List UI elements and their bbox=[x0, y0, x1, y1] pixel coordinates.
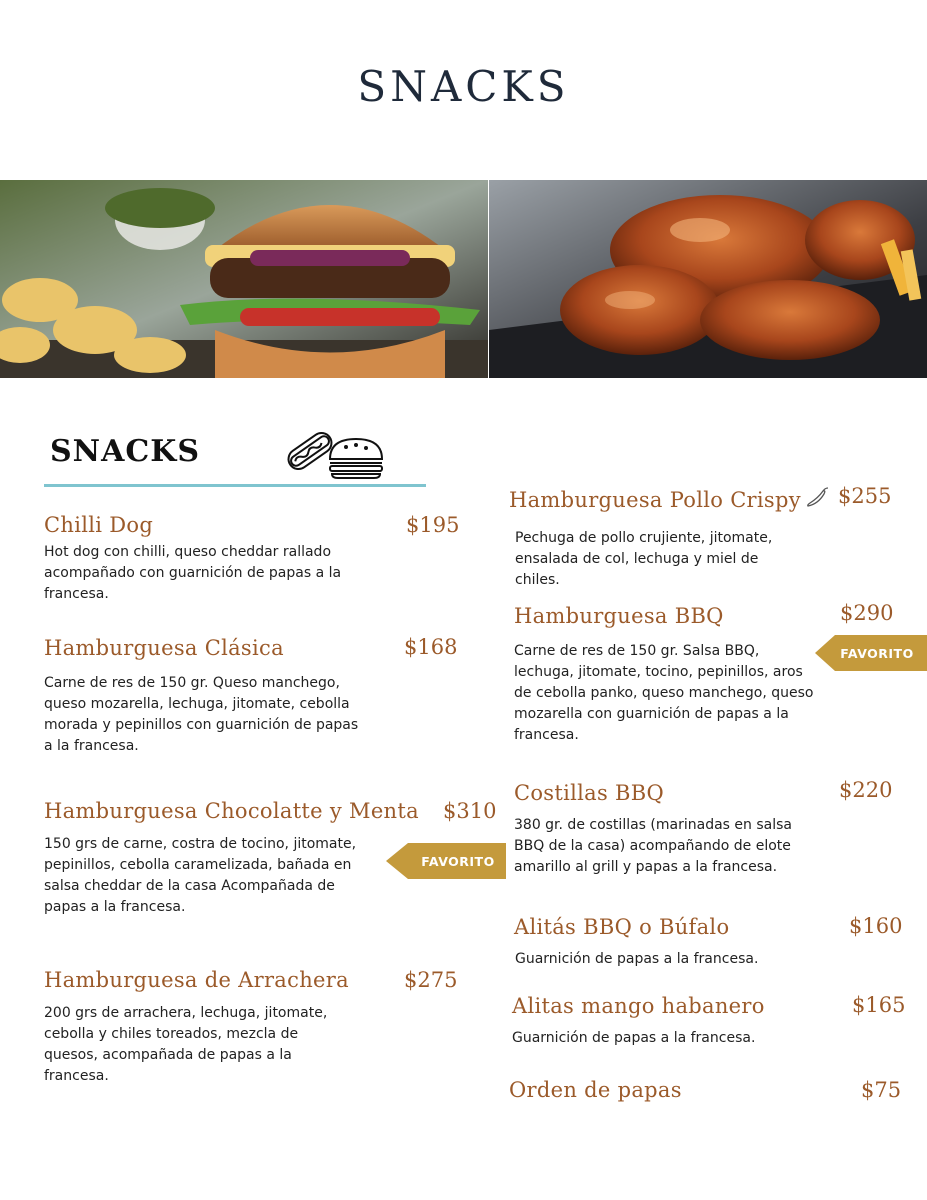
hot-dog-icon bbox=[285, 429, 336, 473]
item-price: $195 bbox=[406, 513, 460, 537]
item-price: $160 bbox=[849, 914, 903, 938]
item-description: Hot dog con chilli, queso cheddar rallado acompañado con guarnición de papas a la francesa. bbox=[44, 544, 342, 602]
favorito-badge bbox=[815, 635, 927, 671]
item-name: Costillas BBQ bbox=[514, 781, 665, 805]
item-price: $310 bbox=[443, 799, 497, 823]
item-description: Pechuga de pollo crujiente, jitomate, ensalada de col, lechuga y miel de chiles. bbox=[515, 530, 773, 588]
item-name: Alitás BBQ o Búfalo bbox=[514, 915, 730, 939]
item-description: Carne de res de 150 gr. Salsa BBQ, lechuga, jitomate, tocino, pepinillos, aros de cebolla panko, queso manchego, queso mozarella con guarnición de papas a la francesa. bbox=[514, 643, 814, 743]
item-description: Guarnición de papas a la francesa. bbox=[515, 951, 759, 967]
item-name: Alitas mango habanero bbox=[512, 994, 765, 1018]
wings-photo bbox=[489, 180, 927, 378]
item-price: $168 bbox=[404, 635, 458, 659]
item-description: 200 grs de arrachera, lechuga, jitomate, cebolla y chiles toreados, mezcla de quesos, acompañada de papas a la francesa. bbox=[44, 1005, 328, 1084]
item-name: Hamburguesa BBQ bbox=[514, 604, 724, 628]
section-icons bbox=[284, 423, 384, 484]
item-name: Hamburguesa Pollo Crispy bbox=[509, 488, 801, 512]
badge-label: FAVORITO bbox=[421, 854, 495, 869]
section-divider bbox=[44, 484, 426, 487]
section-title: SNACKS bbox=[50, 434, 200, 469]
item-price: $75 bbox=[861, 1078, 902, 1102]
badge-label: FAVORITO bbox=[840, 646, 914, 661]
chili-pepper-icon bbox=[804, 486, 830, 510]
item-price: $290 bbox=[840, 601, 894, 625]
burger-photo bbox=[0, 180, 488, 378]
item-name: Hamburguesa de Arrachera bbox=[44, 968, 349, 992]
item-description: Guarnición de papas a la francesa. bbox=[512, 1030, 756, 1046]
item-name: Orden de papas bbox=[509, 1078, 682, 1102]
item-description: 380 gr. de costillas (marinadas en salsa BBQ de la casa) acompañando de elote amarillo al grill y papas a la francesa. bbox=[514, 817, 792, 875]
item-name: Hamburguesa Chocolatte y Menta bbox=[44, 799, 419, 823]
photo-banner bbox=[0, 180, 927, 378]
item-name: Hamburguesa Clásica bbox=[44, 636, 284, 660]
item-description: Carne de res de 150 gr. Queso manchego, queso mozarella, lechuga, jitomate, cebolla morada y pepinillos con guarnición de papas a la francesa. bbox=[44, 675, 359, 754]
item-price: $275 bbox=[404, 968, 458, 992]
burger-icon bbox=[330, 439, 382, 478]
item-description: 150 grs de carne, costra de tocino, jitomate, pepinillos, cebolla caramelizada, bañada en salsa cheddar de la casa Acompañada de papas a la francesa. bbox=[44, 836, 357, 915]
favorito-badge bbox=[386, 843, 506, 879]
item-price: $165 bbox=[852, 993, 906, 1017]
page-title: SNACKS bbox=[357, 62, 570, 111]
item-price: $220 bbox=[839, 778, 893, 802]
item-price: $255 bbox=[838, 484, 892, 508]
item-name: Chilli Dog bbox=[44, 513, 154, 537]
